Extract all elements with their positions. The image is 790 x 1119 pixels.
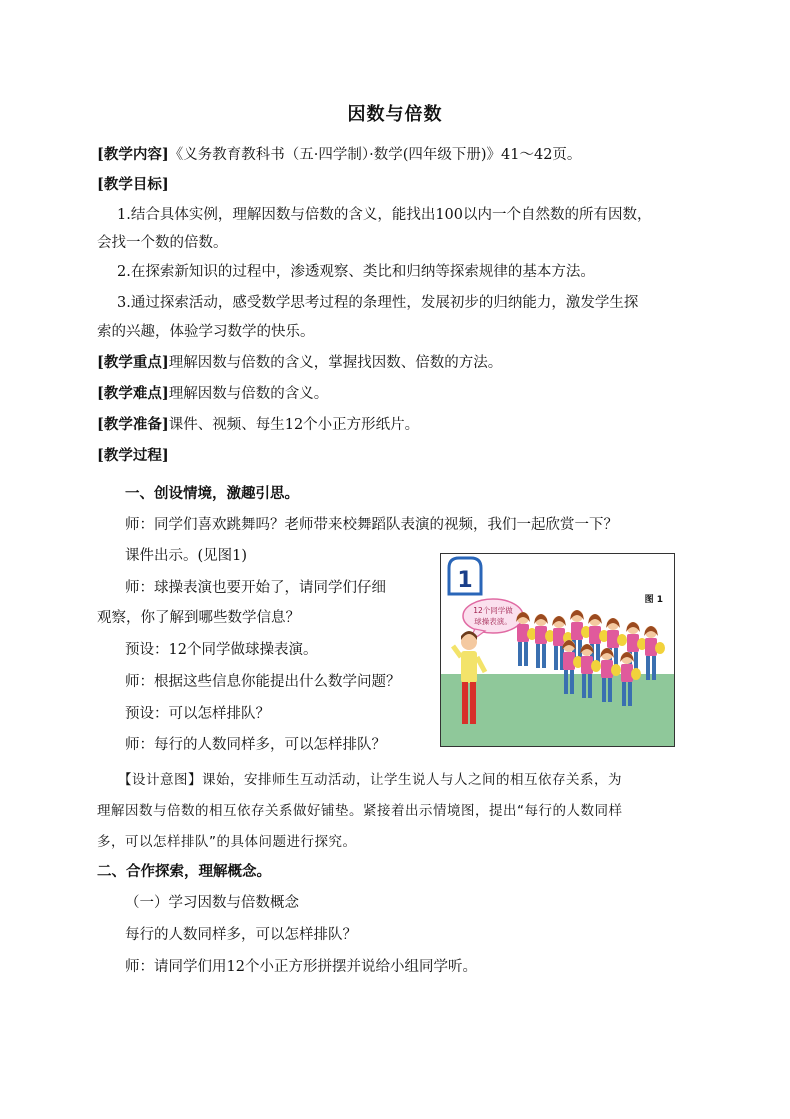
difficulty-row — [97, 384, 328, 404]
difficulty-text: 理解因数与倍数的含义。 — [168, 386, 329, 402]
page-title: 因数与倍数 — [347, 104, 443, 125]
key-point-text: 理解因数与倍数的含义，掌握找因数、倍数的方法。 — [168, 355, 503, 371]
svg-text:球操表演。: 球操表演。 — [474, 617, 512, 626]
content-row — [97, 145, 581, 165]
goals-label: [教学目标] — [97, 176, 169, 193]
content-text: 《义务教育教科书（五·四学制）·数学(四年级下册)》41～42页。 — [168, 147, 582, 163]
goal-1-line-1: 1.结合具体实例，理解因数与倍数的含义，能找出100以内一个自然数的所有因数， — [117, 207, 652, 223]
preparation-label: [教学准备] — [97, 416, 169, 433]
section-2-paragraph-1: 每行的人数同样多，可以怎样排队？ — [125, 927, 357, 943]
section-1-paragraph-4: 预设：12个同学做球操表演。 — [125, 642, 318, 658]
difficulty-label: [教学难点] — [97, 385, 169, 402]
svg-text:1: 1 — [457, 568, 473, 593]
process-label: [教学过程] — [97, 447, 169, 464]
design-intent-line-1: 【设计意图】课始，安排师生互动活动，让学生说人与人之间的相互依存关系，为 — [118, 772, 622, 788]
goal-1-line-2: 会找一个数的倍数。 — [97, 235, 228, 251]
design-intent-line-2: 理解因数与倍数的相互依存关系做好铺垫。紧接着出示情境图，提出“每行的人数同样 — [97, 803, 623, 819]
section-2-title: 二、合作探索，理解概念。 — [97, 863, 271, 880]
section-1-paragraph-3-line-2: 观察，你了解到哪些数学信息？ — [97, 610, 300, 626]
content-label: [教学内容] — [97, 146, 169, 163]
figure-1-scene — [441, 554, 674, 746]
figure-label: 图 1 — [644, 595, 663, 605]
section-1-paragraph-3-line-1: 师：球操表演也要开始了，请同学们仔细 — [125, 580, 386, 596]
section-1-title: 一、创设情境，激趣引思。 — [125, 485, 299, 502]
number-badge — [449, 558, 481, 594]
figure-1-illustration — [440, 553, 675, 747]
key-point-label: [教学重点] — [97, 354, 169, 371]
section-1-paragraph-6: 预设：可以怎样排队？ — [125, 706, 270, 722]
section-1-paragraph-1: 师：同学们喜欢跳舞吗？老师带来校舞蹈队表演的视频，我们一起欣赏一下？ — [125, 517, 618, 533]
goal-2: 2.在探索新知识的过程中，渗透观察、类比和归纳等探索规律的基本方法。 — [117, 264, 595, 280]
key-point-row — [97, 353, 502, 373]
goal-3-line-1: 3.通过探索活动，感受数学思考过程的条理性，发展初步的归纳能力，激发学生探 — [117, 295, 639, 311]
goal-3-line-2: 索的兴趣，体验学习数学的快乐。 — [97, 324, 315, 340]
svg-text:12个同学做: 12个同学做 — [473, 606, 513, 615]
preparation-row — [97, 415, 419, 435]
section-2-subtitle: （一）学习因数与倍数概念 — [125, 895, 299, 911]
preparation-text: 课件、视频、每生12个小正方形纸片。 — [168, 417, 420, 433]
section-1-paragraph-5: 师：根据这些信息你能提出什么数学问题？ — [125, 674, 401, 690]
section-2-paragraph-2: 师：请同学们用12个小正方形拼摆并说给小组同学听。 — [125, 959, 477, 975]
design-intent-line-3: 多，可以怎样排队”的具体问题进行探究。 — [97, 834, 357, 850]
section-1-paragraph-7: 师：每行的人数同样多，可以怎样排队？ — [125, 737, 386, 753]
section-1-paragraph-2: 课件出示。(见图1) — [125, 548, 248, 564]
